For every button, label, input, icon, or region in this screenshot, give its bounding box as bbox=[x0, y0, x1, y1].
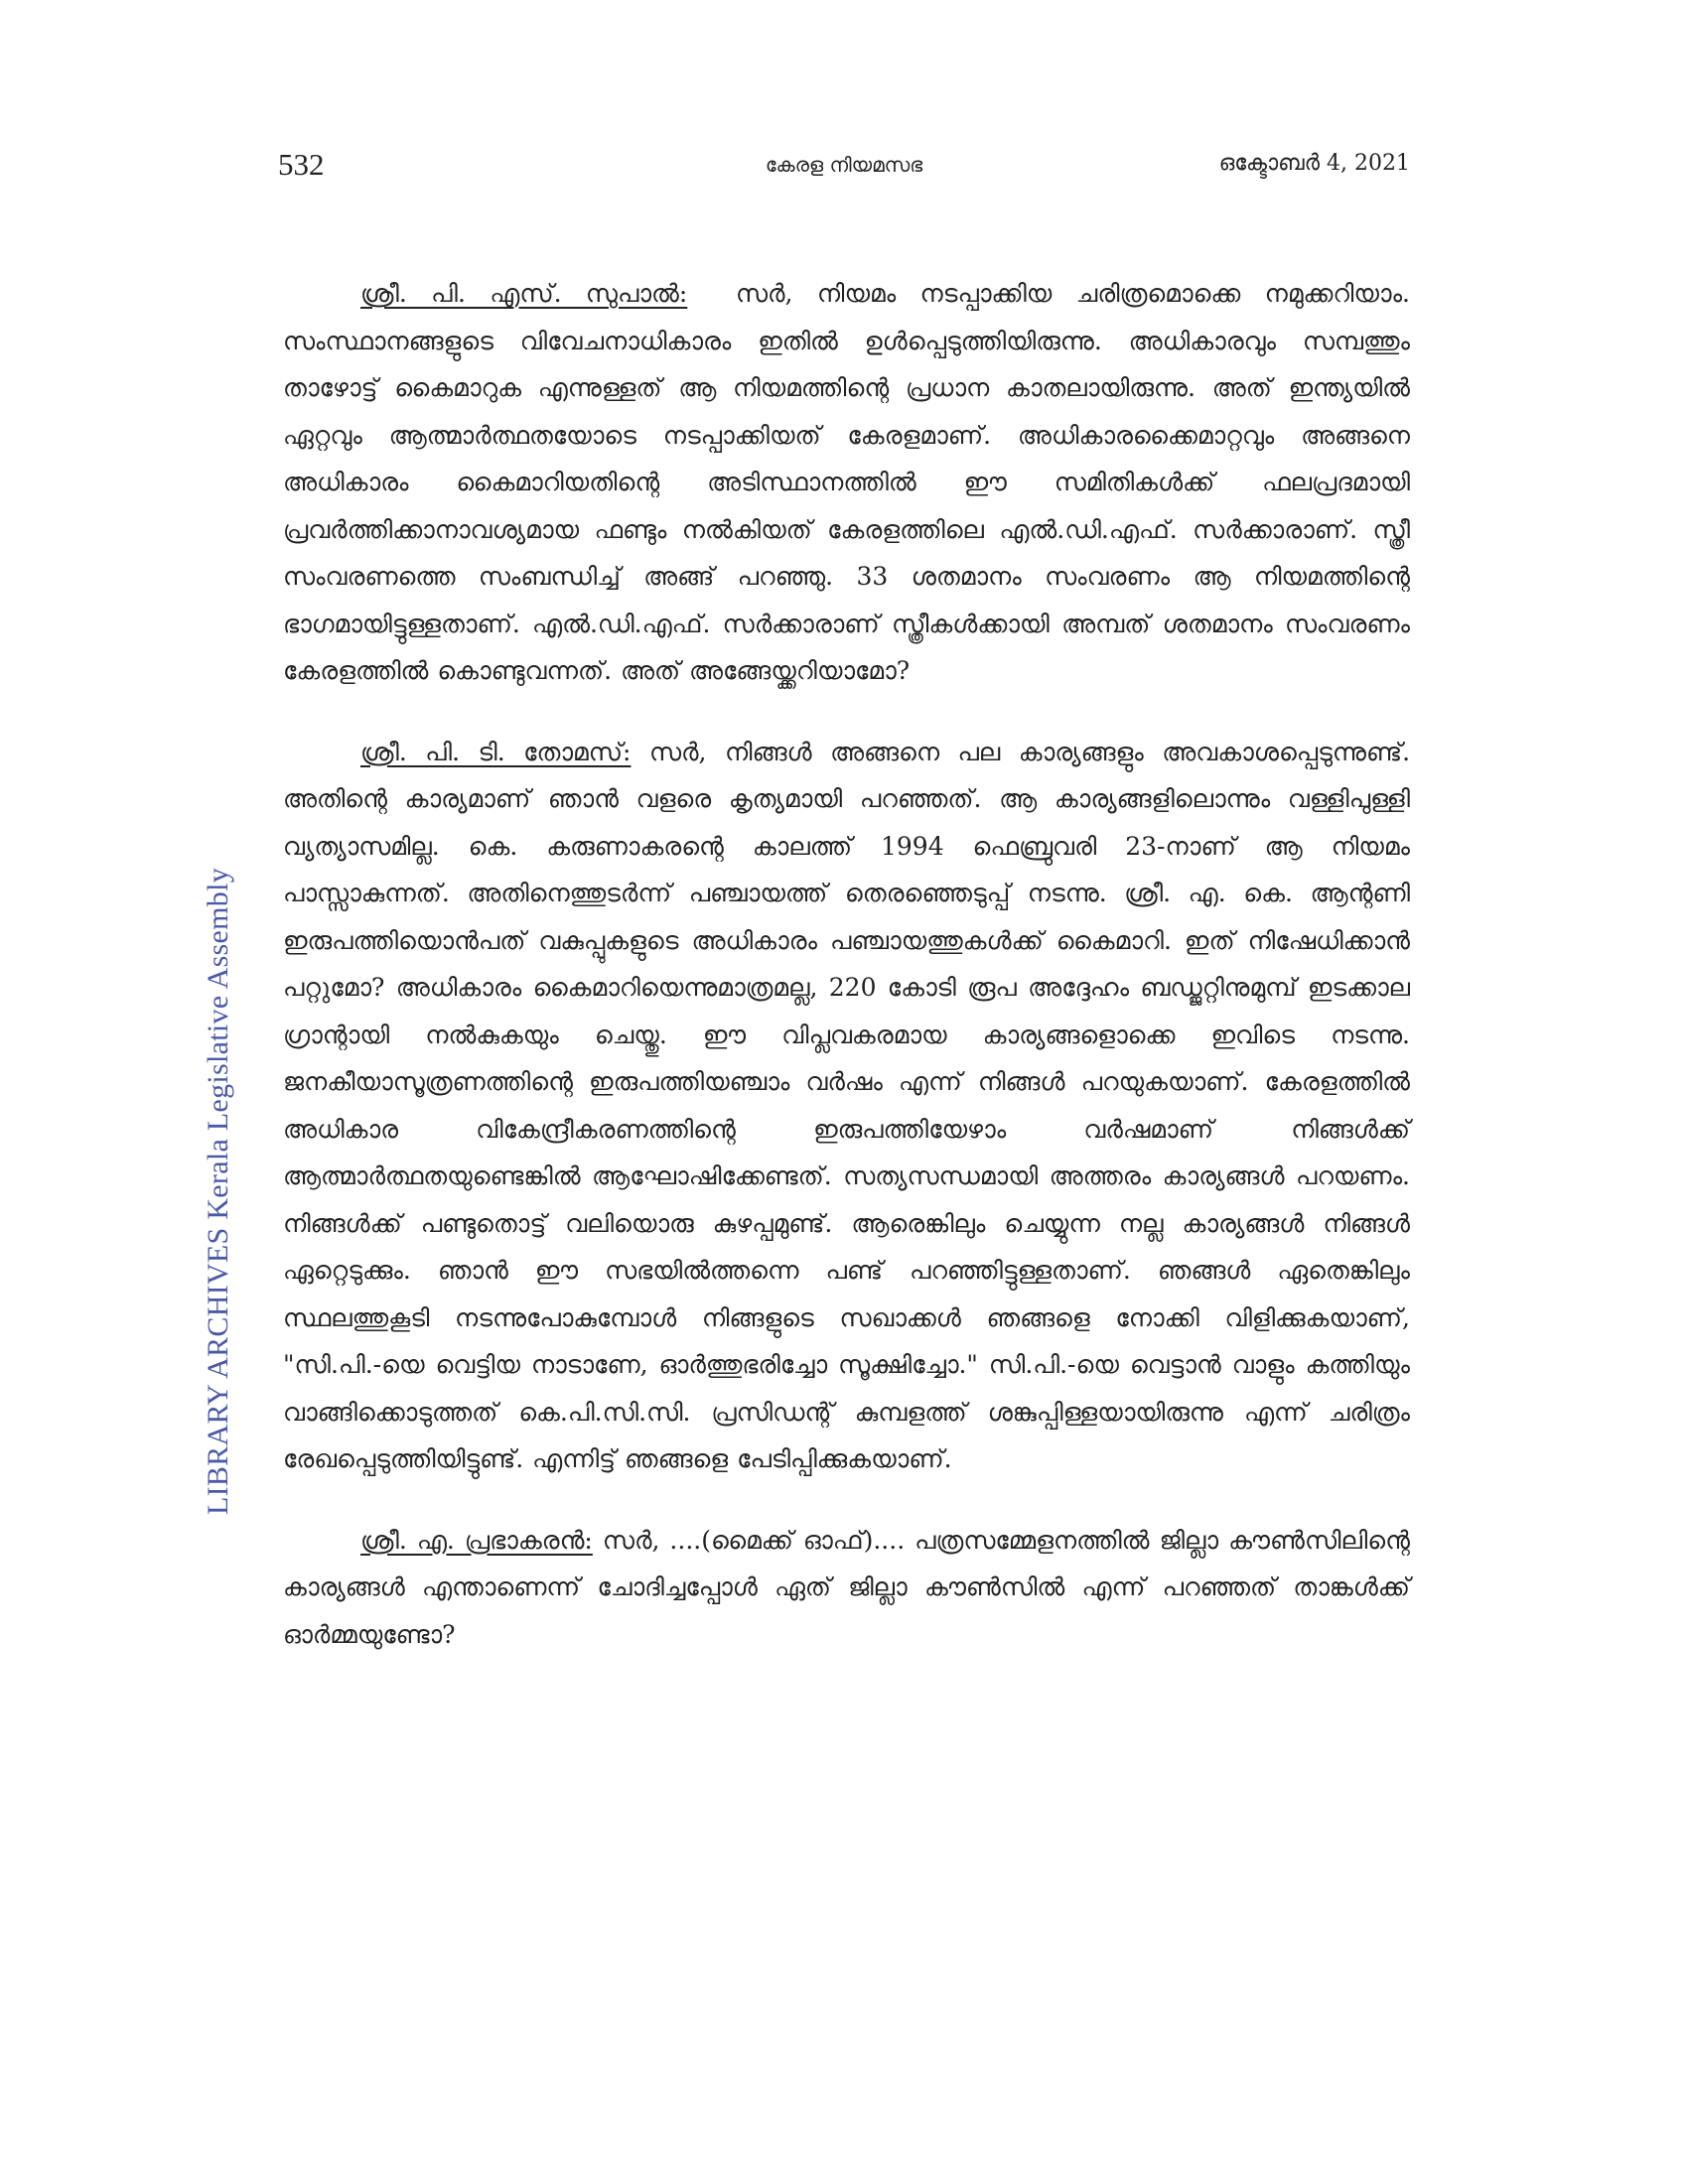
proceedings-body bbox=[283, 270, 1410, 1692]
page-number: 532 bbox=[278, 147, 325, 182]
proceedings-date: ഒക്ടോബർ 4, 2021 bbox=[1218, 151, 1410, 176]
assembly-name: കേരള നിയമസഭ bbox=[765, 153, 923, 177]
speech-paragraph bbox=[283, 270, 1410, 695]
speech-text: സർ, ....(മൈക്ക് ഓഫ്).... പത്രസമ്മേളനത്തിൽ ജില്ലാ കൗൺസിലിന്റെ കാര്യങ്ങൾ എന്താണെന്ന് ചോദിച്ചപ്പോൾ ഏത് ജില്ലാ കൗൺസിൽ എന്ന് പറഞ്ഞത് താങ്കൾക്ക് ഓർമ്മയുണ്ടോ? bbox=[283, 1525, 1411, 1649]
archive-watermark: LIBRARY ARCHIVES Kerala Legislative Assembly bbox=[202, 867, 234, 1516]
speech-paragraph bbox=[283, 1517, 1410, 1659]
speaker-name: ശ്രീ. പി. എസ്. സുപാൽ: bbox=[360, 279, 688, 308]
speech-text: സർ, നിയമം നടപ്പാക്കിയ ചരിത്രമൊക്കെ നമുക്കറിയാം. സംസ്ഥാനങ്ങളുടെ വിവേചനാധികാരം ഇതിൽ ഉൾപ്പെടുത്തിയിരുന്നു. അധികാരവും സമ്പത്തും താഴോട്ട് കൈമാറുക എന്നുള്ളത് ആ നിയമത്തിന്റെ പ്രധാന കാതലായിരുന്നു. അത് ഇന്ത്യയിൽ ഏറ്റവും ആത്മാർത്ഥതയോടെ നടപ്പാക്കിയത് കേരളമാണ്. അധികാരക്കൈമാറ്റവും അങ്ങനെ അധികാരം കൈമാറിയതിന്റെ അടിസ്ഥാനത്തിൽ ഈ സമിതികൾക്ക് ഫലപ്രദമായി പ്രവർത്തിക്കാനാവശ്യമായ ഫണ്ടും നൽകിയത് കേരളത്തിലെ എൽ.ഡി.എഫ്. സർക്കാരാണ്. സ്ത്രീ സംവരണത്തെ സംബന്ധിച്ച് അങ്ങ് പറഞ്ഞു. 33 ശതമാനം സംവരണം ആ നിയമത്തിന്റെ ഭാഗമായിട്ടുള്ളതാണ്. എൽ.ഡി.എഫ്. സർക്കാരാണ് സ്ത്രീകൾക്കായി അമ്പത് ശതമാനം സംവരണം കേരളത്തിൽ കൊണ്ടുവന്നത്. അത് അങ്ങേയ്ക്കറിയാമോ? bbox=[283, 279, 1410, 685]
speech-text: സർ, നിങ്ങൾ അങ്ങനെ പല കാര്യങ്ങളും അവകാശപ്പെടുന്നുണ്ട്. അതിന്റെ കാര്യമാണ് ഞാൻ വളരെ കൃത്യമായി പറഞ്ഞത്. ആ കാര്യങ്ങളിലൊന്നും വള്ളിപുള്ളി വ്യത്യാസമില്ല. കെ. കരുണാകരന്റെ കാലത്ത് 1994 ഫെബ്രുവരി 23-നാണ് ആ നിയമം പാസ്സാകുന്നത്. അതിനെത്തുടർന്ന് പഞ്ചായത്ത് തെരഞ്ഞെടുപ്പ് നടന്നു. ശ്രീ. എ. കെ. ആന്റണി ഇരുപത്തിയൊൻപത് വകുപ്പുകളുടെ അധികാരം പഞ്ചായത്തുകൾക്ക് കൈമാറി. ഇത് നിഷേധിക്കാൻ പറ്റുമോ? അധികാരം കൈമാറിയെന്നുമാത്രമല്ല, 220 കോടി രൂപ അദ്ദേഹം ബഡ്ജറ്റിനുമുമ്പ് ഇടക്കാല ഗ്രാന്റായി നൽകുകയും ചെയ്തു. ഈ വിപ്ലവകരമായ കാര്യങ്ങളൊക്കെ ഇവിടെ നടന്നു. ജനകീയാസൂത്രണത്തിന്റെ ഇരുപത്തിയഞ്ചാം വർഷം എന്ന് നിങ്ങൾ പറയുകയാണ്. കേരളത്തിൽ അധികാര വികേന്ദ്രീകരണത്തിന്റെ ഇരുപത്തിയേഴാം വർഷമാണ് നിങ്ങൾക്ക് ആത്മാർത്ഥതയുണ്ടെങ്കിൽ ആഘോഷിക്കേണ്ടത്. സത്യസന്ധമായി അത്തരം കാര്യങ്ങൾ പറയണം. നിങ്ങൾക്ക് പണ്ടുതൊട്ട് വലിയൊരു കുഴപ്പമുണ്ട്. ആരെങ്കിലും ചെയ്യുന്ന നല്ല കാര്യങ്ങൾ നിങ്ങൾ ഏറ്റെടുക്കും. ഞാൻ ഈ സഭയിൽത്തന്നെ പണ്ട് പറഞ്ഞിട്ടുള്ളതാണ്. ഞങ്ങൾ ഏതെങ്കിലും സ്ഥലത്തുകൂടി നടന്നുപോകുമ്പോൾ നിങ്ങളുടെ സഖാക്കൾ ഞങ്ങളെ നോക്കി വിളിക്കുകയാണ്, "സി.പി.-യെ വെട്ടിയ നാടാണേ, ഓർത്തുഭരിച്ചോ സൂക്ഷിച്ചോ." സി.പി.-യെ വെട്ടാൻ വാളും കത്തിയും വാങ്ങിക്കൊടുത്തത് കെ.പി.സി.സി. പ്രസിഡന്റ് കുമ്പളത്ത് ശങ്കുപ്പിള്ളയായിരുന്നു എന്ന് ചരിത്രം രേഖപ്പെടുത്തിയിട്ടുണ്ട്. എന്നിട്ട് ഞങ്ങളെ പേടിപ്പിക്കുകയാണ്. bbox=[283, 737, 1411, 1473]
speaker-name: ശ്രീ. പി. ടി. തോമസ്: bbox=[360, 737, 632, 766]
speaker-name: ശ്രീ. എ. പ്രഭാകരൻ: bbox=[360, 1525, 593, 1555]
page-header bbox=[278, 147, 1410, 187]
speech-paragraph bbox=[283, 729, 1410, 1483]
